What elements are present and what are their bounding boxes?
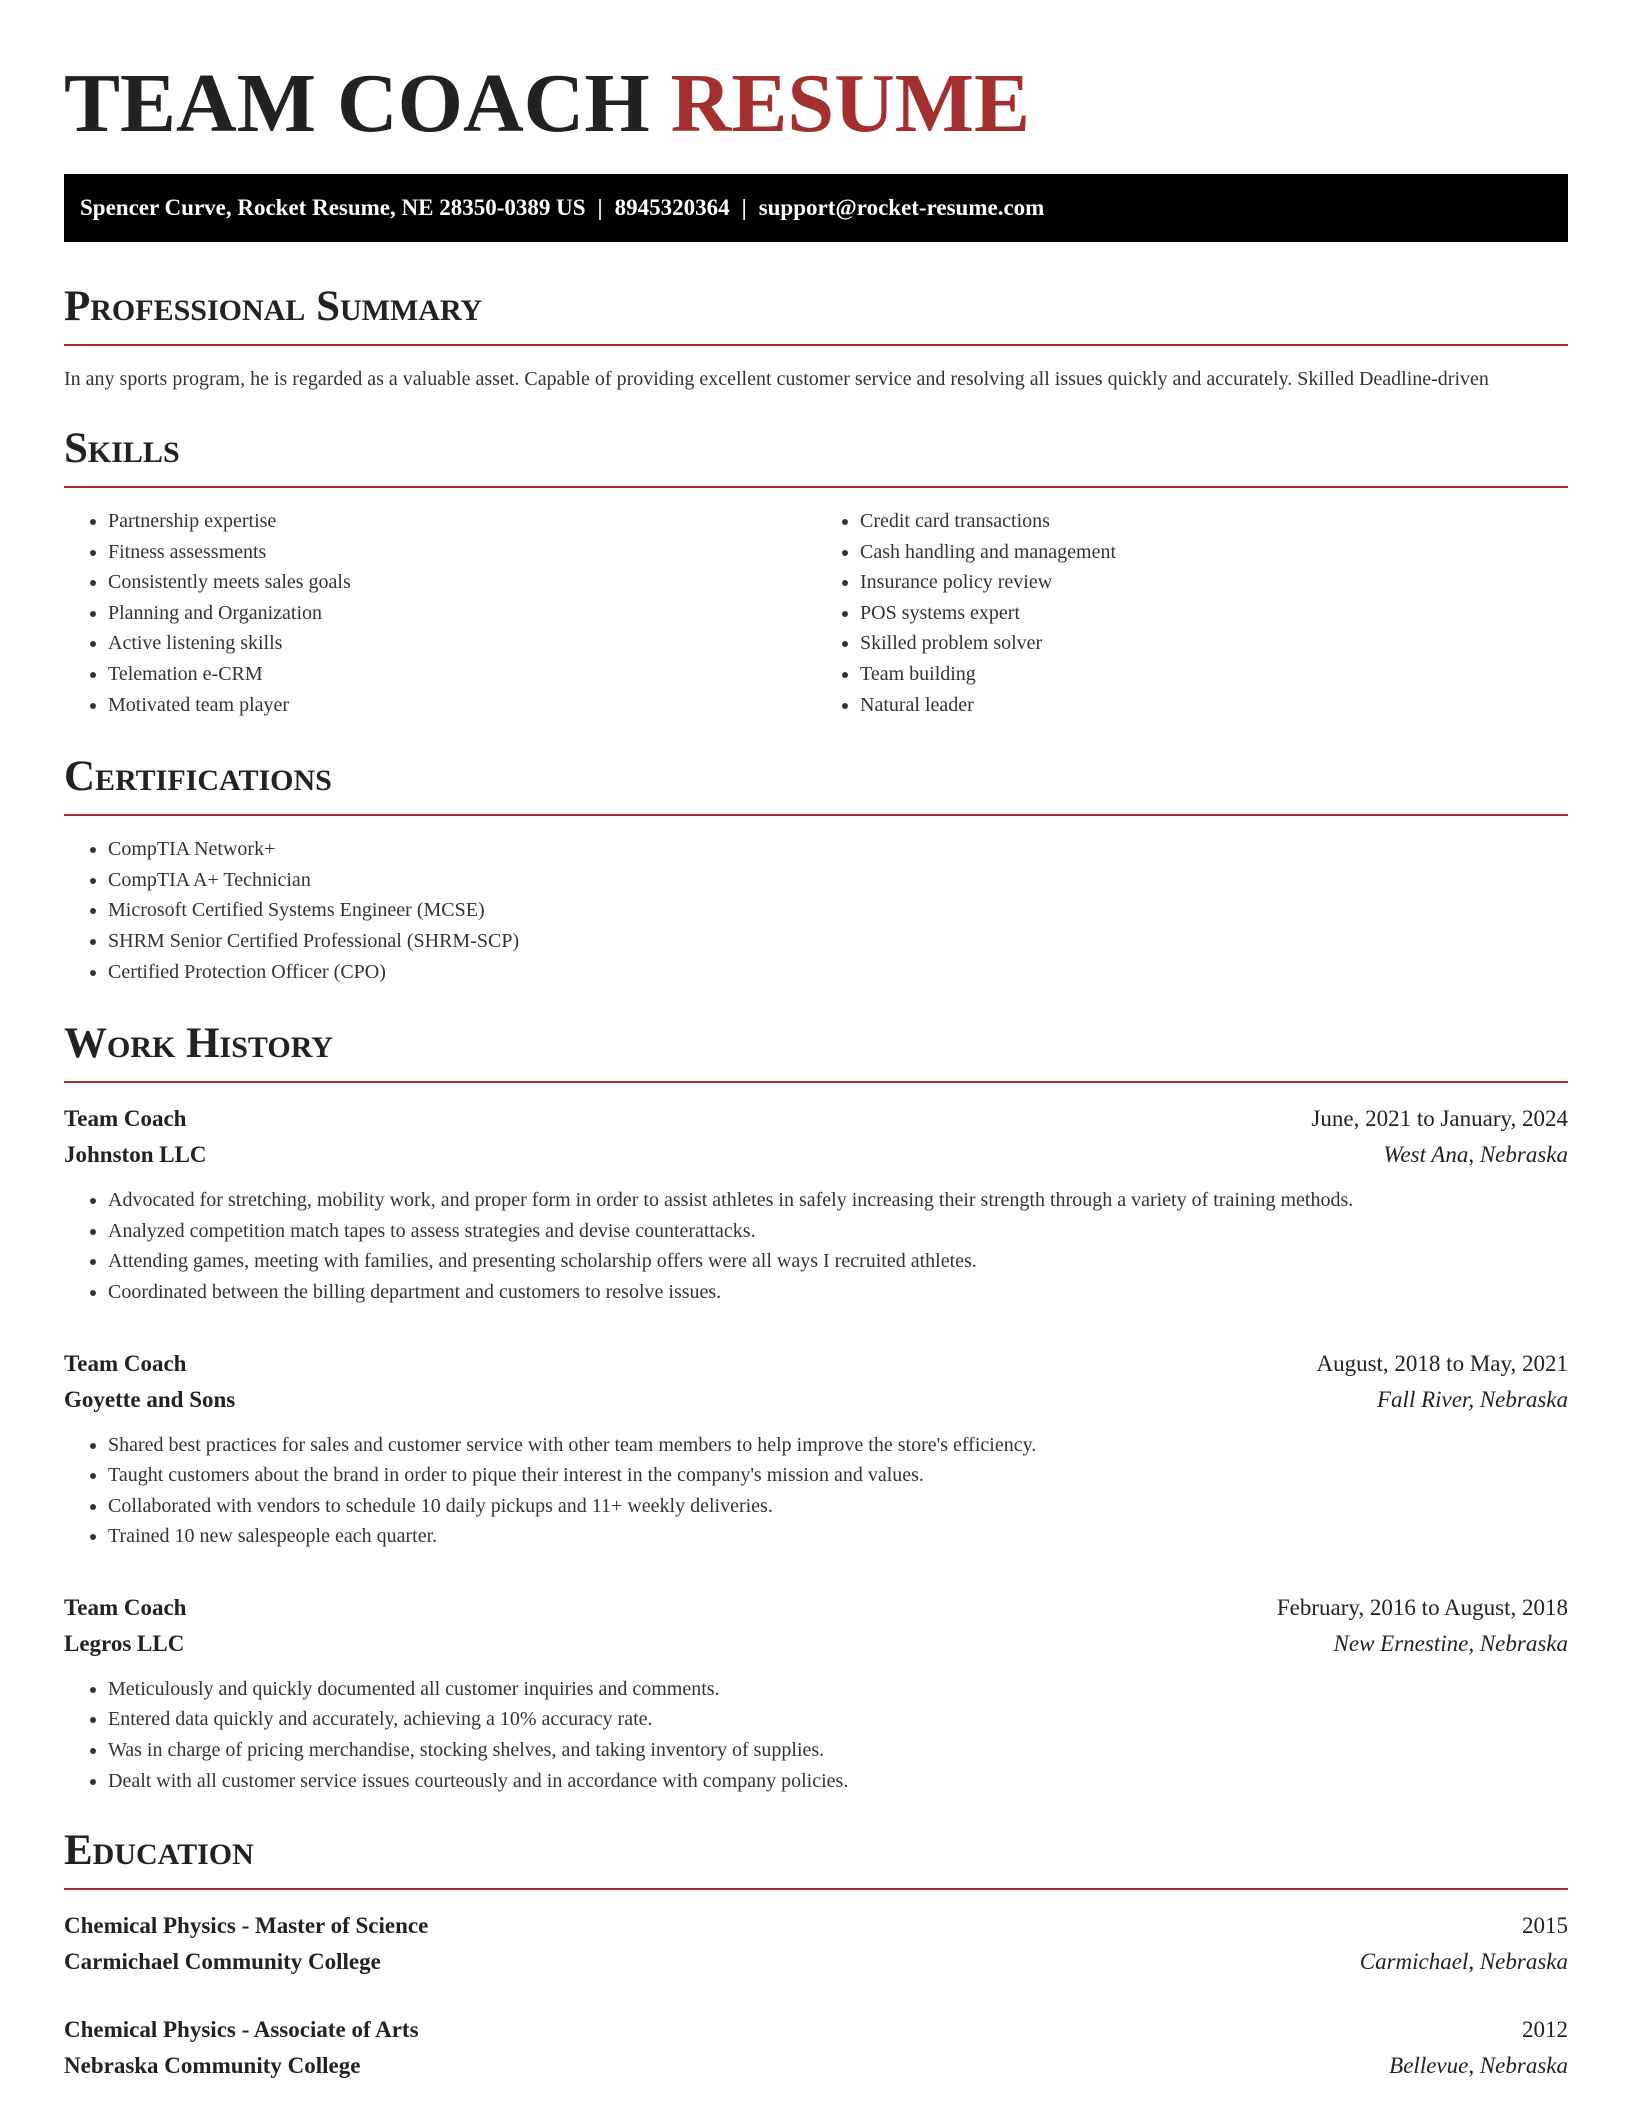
job-entry (64, 1346, 1568, 1552)
job-company: Goyette and Sons (64, 1386, 236, 1412)
skill-item: • Telemation e-CRM (108, 659, 816, 690)
certifications-list (64, 834, 1568, 987)
certifications-section (64, 752, 1568, 987)
job-bullet: • Taught customers about the brand in order to pique their interest in the company's mission and values. (108, 1460, 1568, 1491)
contact-phone: 8945320364 (614, 195, 730, 220)
job-bullets (64, 1430, 1568, 1552)
job-entry (64, 1101, 1568, 1307)
section-heading: Professional Summary (64, 282, 1568, 346)
skill-item: • Insurance policy review (860, 567, 1568, 598)
education-year: 2015 (1522, 1913, 1568, 1939)
job-bullets (64, 1674, 1568, 1796)
skill-item: • Credit card transactions (860, 506, 1568, 537)
skills-list-right (816, 506, 1568, 720)
certification-item: • CompTIA A+ Technician (108, 865, 1568, 896)
job-bullet: • Trained 10 new salespeople each quarter. (108, 1521, 1568, 1552)
job-bullet: • Collaborated with vendors to schedule 10 daily pickups and 11+ weekly deliveries. (108, 1491, 1568, 1522)
title-main: TEAM COACH (64, 57, 650, 150)
education-school: Nebraska Community College (64, 2053, 361, 2079)
job-bullet: • Shared best practices for sales and customer service with other team members to help improve the store's efficiency. (108, 1430, 1568, 1461)
job-dates: February, 2016 to August, 2018 (1276, 1594, 1568, 1620)
job-company-row (64, 1626, 1568, 1662)
education-school: Carmichael Community College (64, 1949, 381, 1975)
summary-text: In any sports program, he is regarded as a valuable asset. Capable of providing excellent customer service and resolving all issues quickly and accurately. Skilled Deadline-driven (64, 368, 1489, 390)
work-history-section (64, 1019, 1568, 1796)
job-company-row (64, 1137, 1568, 1173)
job-bullet: • Analyzed competition match tapes to assess strategies and devise counterattacks. (108, 1216, 1568, 1247)
job-company: Johnston LLC (64, 1142, 207, 1168)
certification-item: • Microsoft Certified Systems Engineer (MCSE) (108, 895, 1568, 926)
contact-separator: | (741, 195, 747, 220)
skill-item: • Partnership expertise (108, 506, 816, 537)
education-school-row (64, 1944, 1568, 1980)
job-entry (64, 1590, 1568, 1796)
contact-address: Spencer Curve, Rocket Resume, NE 28350-0389 US (80, 195, 586, 220)
skill-item: • Motivated team player (108, 690, 816, 721)
skill-item: • Natural leader (860, 690, 1568, 721)
job-bullet: • Was in charge of pricing merchandise, stocking shelves, and taking inventory of supplies. (108, 1735, 1568, 1766)
certification-item: • Certified Protection Officer (CPO) (108, 957, 1568, 988)
section-heading: Education (64, 1826, 1568, 1890)
education-location: Bellevue, Nebraska (1389, 2053, 1568, 2079)
job-company-row (64, 1382, 1568, 1418)
skill-item: • POS systems expert (860, 598, 1568, 629)
section-heading: Work History (64, 1019, 1568, 1083)
skill-item: • Planning and Organization (108, 598, 816, 629)
contact-separator: | (597, 195, 603, 220)
skill-item: • Fitness assessments (108, 537, 816, 568)
job-bullet: • Meticulously and quickly documented all customer inquiries and comments. (108, 1674, 1568, 1705)
job-bullet: • Dealt with all customer service issues courteously and in accordance with company policies. (108, 1766, 1568, 1797)
skills-columns (64, 506, 1568, 720)
job-bullet: • Entered data quickly and accurately, achieving a 10% accuracy rate. (108, 1704, 1568, 1735)
job-location: Fall River, Nebraska (1377, 1386, 1568, 1412)
skill-item: • Team building (860, 659, 1568, 690)
education-entry (64, 2012, 1568, 2084)
job-bullet: • Attending games, meeting with families, and presenting scholarship offers were all ways I recruited athletes. (108, 1246, 1568, 1277)
skill-item: • Active listening skills (108, 628, 816, 659)
certification-item: • CompTIA Network+ (108, 834, 1568, 865)
skill-item: • Skilled problem solver (860, 628, 1568, 659)
job-company: Legros LLC (64, 1630, 185, 1656)
education-degree-row (64, 2012, 1568, 2048)
resume-title (64, 0, 1568, 150)
education-degree-row (64, 1908, 1568, 1944)
skill-item: • Consistently meets sales goals (108, 567, 816, 598)
skills-list-left (64, 506, 816, 720)
summary-section (64, 282, 1568, 394)
title-accent: RESUME (670, 57, 1031, 150)
certification-item: • SHRM Senior Certified Professional (SHRM-SCP) (108, 926, 1568, 957)
job-header-row (64, 1590, 1568, 1626)
job-title: Team Coach (64, 1594, 187, 1620)
education-year: 2012 (1522, 2017, 1568, 2043)
job-location: New Ernestine, Nebraska (1333, 1630, 1568, 1656)
education-degree: Chemical Physics - Master of Science (64, 1913, 429, 1939)
job-bullet: • Advocated for stretching, mobility work, and proper form in order to assist athletes in safely increasing their strength through a variety of training methods. (108, 1185, 1568, 1216)
job-title: Team Coach (64, 1106, 187, 1132)
skills-section (64, 424, 1568, 720)
section-heading: Certifications (64, 752, 1568, 816)
job-dates: August, 2018 to May, 2021 (1316, 1350, 1568, 1376)
contact-bar (64, 174, 1568, 242)
job-dates: June, 2021 to January, 2024 (1311, 1106, 1568, 1132)
education-section (64, 1826, 1568, 2084)
section-heading: Skills (64, 424, 1568, 488)
skill-item: • Cash handling and management (860, 537, 1568, 568)
job-bullet: • Coordinated between the billing department and customers to resolve issues. (108, 1277, 1568, 1308)
job-header-row (64, 1346, 1568, 1382)
education-degree: Chemical Physics - Associate of Arts (64, 2017, 419, 2043)
job-bullets (64, 1185, 1568, 1307)
job-title: Team Coach (64, 1350, 187, 1376)
education-school-row (64, 2048, 1568, 2084)
job-location: West Ana, Nebraska (1383, 1142, 1568, 1168)
contact-email: support@rocket-resume.com (758, 195, 1045, 220)
education-location: Carmichael, Nebraska (1359, 1949, 1568, 1975)
education-entry (64, 1908, 1568, 1980)
job-header-row (64, 1101, 1568, 1137)
